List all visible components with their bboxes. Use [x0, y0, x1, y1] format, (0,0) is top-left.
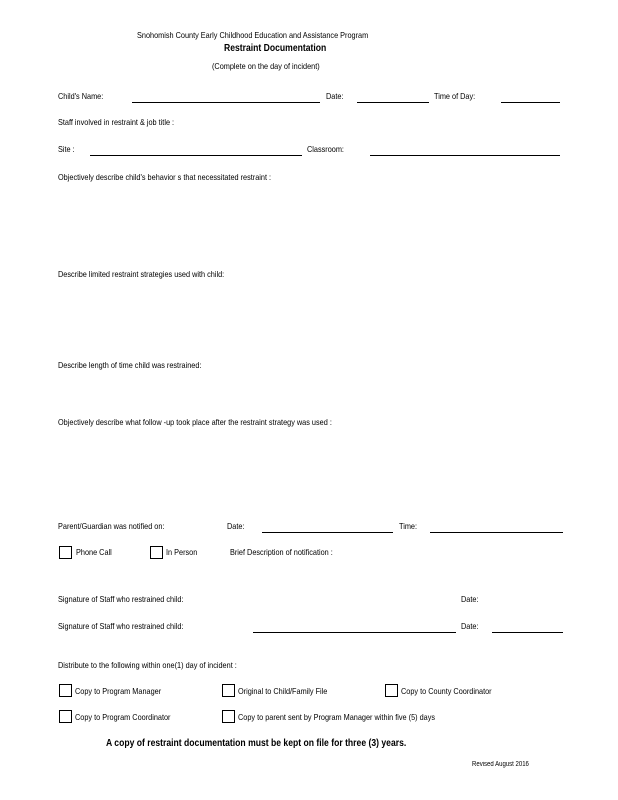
copy-program-manager-label: Copy to Program Manager: [75, 686, 162, 696]
copy-parent-label: Copy to parent sent by Program Manager within five (5) days: [238, 712, 436, 722]
copy-program-manager-checkbox[interactable]: [59, 684, 72, 697]
time-of-day-field[interactable]: [501, 102, 560, 103]
copy-program-coordinator-label: Copy to Program Coordinator: [75, 712, 171, 722]
phone-call-label: Phone Call: [76, 547, 112, 557]
copy-parent-checkbox[interactable]: [222, 710, 235, 723]
site-field[interactable]: [90, 155, 302, 156]
follow-up-question: Objectively describe what follow -up took place after the restraint strategy was used :: [58, 417, 332, 427]
site-label: Site :: [58, 144, 75, 154]
signature-2-date-field[interactable]: [492, 632, 563, 633]
distribute-heading: Distribute to the following within one(1) day of incident :: [58, 660, 237, 670]
date-label: Date:: [326, 91, 344, 101]
signature-2-date-label: Date:: [461, 621, 479, 631]
retention-notice: A copy of restraint documentation must be kept on file for three (3) years.: [106, 738, 407, 749]
parent-time-field[interactable]: [430, 532, 563, 533]
behavior-question: Objectively describe child's behavior s that necessitated restraint :: [58, 172, 272, 182]
form-title: Restraint Documentation: [224, 43, 327, 54]
parent-date-field[interactable]: [262, 532, 393, 533]
staff-involved-label: Staff involved in restraint & job title :: [58, 117, 175, 127]
in-person-checkbox[interactable]: [150, 546, 163, 559]
date-field[interactable]: [357, 102, 429, 103]
parent-notified-label: Parent/Guardian was notified on:: [58, 521, 165, 531]
copy-program-coordinator-checkbox[interactable]: [59, 710, 72, 723]
signature-1-label: Signature of Staff who restrained child:: [58, 594, 184, 604]
time-of-day-label: Time of Day:: [434, 91, 476, 101]
signature-2-label: Signature of Staff who restrained child:: [58, 621, 184, 631]
length-question: Describe length of time child was restrained:: [58, 360, 202, 370]
original-child-family-label: Original to Child/Family File: [238, 686, 328, 696]
parent-time-label: Time:: [399, 521, 418, 531]
brief-description-label: Brief Description of notification :: [230, 547, 333, 557]
child-name-label: Child's Name:: [58, 91, 104, 101]
revised-date: Revised August 2016: [472, 761, 529, 768]
strategies-question: Describe limited restraint strategies used with child:: [58, 269, 225, 279]
in-person-label: In Person: [166, 547, 198, 557]
parent-date-label: Date:: [227, 521, 245, 531]
original-child-family-checkbox[interactable]: [222, 684, 235, 697]
child-name-field[interactable]: [132, 102, 320, 103]
program-name: Snohomish County Early Childhood Education and Assistance Program: [137, 30, 369, 40]
signature-1-date-label: Date:: [461, 594, 479, 604]
classroom-field[interactable]: [370, 155, 560, 156]
form-subtitle: (Complete on the day of incident): [212, 61, 320, 71]
classroom-label: Classroom:: [307, 144, 344, 154]
signature-2-field[interactable]: [253, 632, 456, 633]
copy-county-coordinator-label: Copy to County Coordinator: [401, 686, 492, 696]
phone-call-checkbox[interactable]: [59, 546, 72, 559]
copy-county-coordinator-checkbox[interactable]: [385, 684, 398, 697]
